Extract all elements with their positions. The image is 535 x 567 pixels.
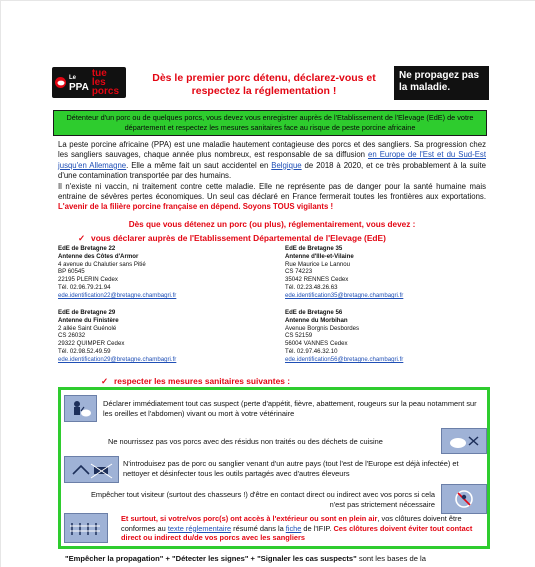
ede-tel: Tél. 02.98.52.49.59 — [58, 347, 111, 355]
ede-tel: Tél. 02.23.48.26.63 — [285, 283, 338, 291]
check-measures — [101, 376, 290, 386]
ede-35 — [285, 245, 500, 300]
footer-normal: sont les bases de la — [356, 554, 426, 563]
intro-p1b: . Elle a même fait un saut accidentel en — [126, 160, 272, 170]
ede-line1: 2 allée Saint Guénolé — [58, 324, 117, 332]
slogan-box: Ne propagez pas la maladie. — [394, 66, 489, 100]
logo-text-porcs: porcs — [91, 86, 120, 97]
checkmark-icon: ✓ — [78, 233, 86, 243]
link-fiche[interactable]: fiche — [285, 523, 302, 533]
link-europe[interactable]: en Europe de l'Est et du Sud-Est jusqu'en Allemagne — [58, 150, 486, 170]
fences-text-b: résumé dans la — [231, 523, 286, 533]
ede-email-link[interactable]: ede.identification35@bretagne.chambagri.fr — [285, 291, 404, 299]
ede-antenna: Antenne des Côtes d'Armor — [58, 252, 139, 260]
fences-warning: Et surtout, si votre/vos porc(s) ont accès à l'extérieur ou sont en plein air — [121, 514, 378, 523]
ede-line1: Rue Maurice Le Lannou — [285, 260, 351, 268]
link-texte-reglementaire[interactable]: texte réglementaire — [167, 523, 232, 533]
ede-line2: CS 74223 — [285, 268, 313, 276]
registration-banner: Détenteur d'un porc ou de quelques porcs, vous devez vous enregistrer auprès de l'Etablissement de l'Elevage (EdE) de votre département et respectez les mesures sanitaires face au risque de peste porcine africaine — [53, 110, 487, 136]
intro-warning: L'avenir de la filière porcine française en dépend. Soyons TOUS vigilants ! — [58, 202, 334, 212]
ede-tel: Tél. 02.96.79.21.94 — [58, 283, 111, 291]
pig-logo-icon — [55, 77, 66, 88]
intro-p2a: Il n'existe ni vaccin, ni traitement contre cette maladie. Elle ne représente pas de danger pour la santé humaine mais entraine de sévères pertes économiques. Un seul cas déclaré en France fermerait toutes les frontières aux exportations. — [58, 181, 486, 202]
sanitary-measures-box — [58, 387, 490, 549]
ede-line2: CS 52159 — [285, 332, 313, 340]
ede-tel: Tél. 02.97.46.32.10 — [285, 347, 338, 355]
truck-tools-icon — [64, 456, 119, 483]
ede-line2: CS 26032 — [58, 332, 86, 340]
ede-line3: 22195 PLERIN Cedex — [58, 276, 118, 284]
logo-text-tue: tue les — [91, 68, 107, 88]
ede-name: EdE de Bretagne 35 — [285, 245, 343, 252]
measure-feed: Ne nourrissez pas vos porcs avec des résidus non traités ou des déchets de cuisine — [108, 437, 383, 446]
ede-line1: 4 avenue du Chalutier sans Pitié — [58, 260, 146, 268]
ppa-logo — [52, 67, 126, 98]
ede-22 — [58, 245, 273, 300]
check-measures-text: respecter les mesures sanitaires suivantes : — [114, 376, 291, 386]
ede-email-link[interactable]: ede.identification56@bretagne.chambagri.fr — [285, 355, 404, 363]
ede-name: EdE de Bretagne 22 — [58, 245, 116, 252]
ede-email-link[interactable]: ede.identification29@bretagne.chambagri.fr — [58, 355, 177, 363]
ede-name: EdE de Bretagne 29 — [58, 309, 116, 316]
check-declare — [78, 233, 386, 243]
ede-email-link[interactable]: ede.identification22@bretagne.chambagri.fr — [58, 291, 177, 299]
checkmark-icon: ✓ — [101, 376, 109, 386]
measure-visitors: Empêcher tout visiteur (surtout des chasseurs !) d'être en contact direct ou indirect avec vos porcs si cela n'est pas strictement nécessaire — [90, 490, 435, 509]
ede-name: EdE de Bretagne 56 — [285, 309, 343, 316]
measure-introduce: N'introduisez pas de porc ou sanglier venant d'un autre pays (tout l'est de l'Europe est déjà infectée) et nettoyer et désinfecter tous les outils partagés avec d'autres éleveurs — [123, 459, 459, 478]
hunters-icon — [441, 484, 487, 514]
intro-text — [58, 140, 486, 213]
obligation-heading: Dès que vous détenez un porc (ou plus), réglementairement, vous devez : — [128, 220, 416, 229]
logo-text-ppa: PPA — [69, 81, 89, 93]
ede-antenna: Antenne du Morbihan — [285, 316, 348, 324]
intro-p1a: La peste porcine africaine (PPA) est une maladie hautement contagieuse des porcs et des sangliers. Sa progression chez les sangliers sauvages, chaque année plus nombreux, est responsable de sa diffusion — [58, 140, 486, 160]
check-declare-text: vous déclarer auprès de l'Etablissement Départemental de l'Elevage (EdE) — [91, 233, 386, 243]
ede-antenna: Antenne d'Ille-et-Vilaine — [285, 252, 354, 260]
fences-text-a: , vos clôtures doivent être conformes au — [121, 514, 462, 533]
ede-address-grid — [58, 245, 486, 363]
ede-antenna: Antenne du Finistère — [58, 316, 119, 324]
ede-line3: 29322 QUIMPER Cedex — [58, 340, 125, 348]
ede-56 — [285, 309, 500, 364]
ede-line3: 56004 VANNES Cedex — [285, 340, 348, 348]
link-belgique[interactable]: Belgique — [271, 160, 302, 170]
ede-29 — [58, 309, 273, 364]
page-headline: Dès le premier porc détenu, déclarez-vous et respectez la réglementation ! — [152, 72, 376, 97]
fences-requirement: Ces clôtures doivent éviter tout contact direct ou indirect du/de vos porcs avec les sangliers — [121, 523, 473, 543]
measure-fences — [121, 514, 487, 543]
kitchen-waste-icon — [441, 428, 487, 454]
ede-line1: Avenue Borgnis Desbordes — [285, 324, 360, 332]
logo-text-le: Le — [69, 74, 77, 81]
fences-text-c: de l'IFIP. — [301, 523, 334, 533]
ede-line3: 35042 RENNES Cedex — [285, 276, 349, 284]
measure-declare: Déclarer immédiatement tout cas suspect (perte d'appétit, fièvre, abattement, rougeurs sur la peau notamment sur les oreilles et l'abdomen) vivant ou mort à votre vétérinaire — [103, 399, 477, 418]
fence-icon — [64, 513, 108, 543]
intro-p1c: de 2018 à 2020, et ce très probablement à la suite d'une contamination transportée par des humains. — [58, 160, 486, 181]
ede-line2: BP 60545 — [58, 268, 85, 276]
footer-bold: "Empêcher la propagation" + "Détecter les signes" + "Signaler les cas suspects" — [65, 554, 357, 563]
footer-summary — [65, 554, 535, 563]
vet-icon — [64, 395, 97, 422]
